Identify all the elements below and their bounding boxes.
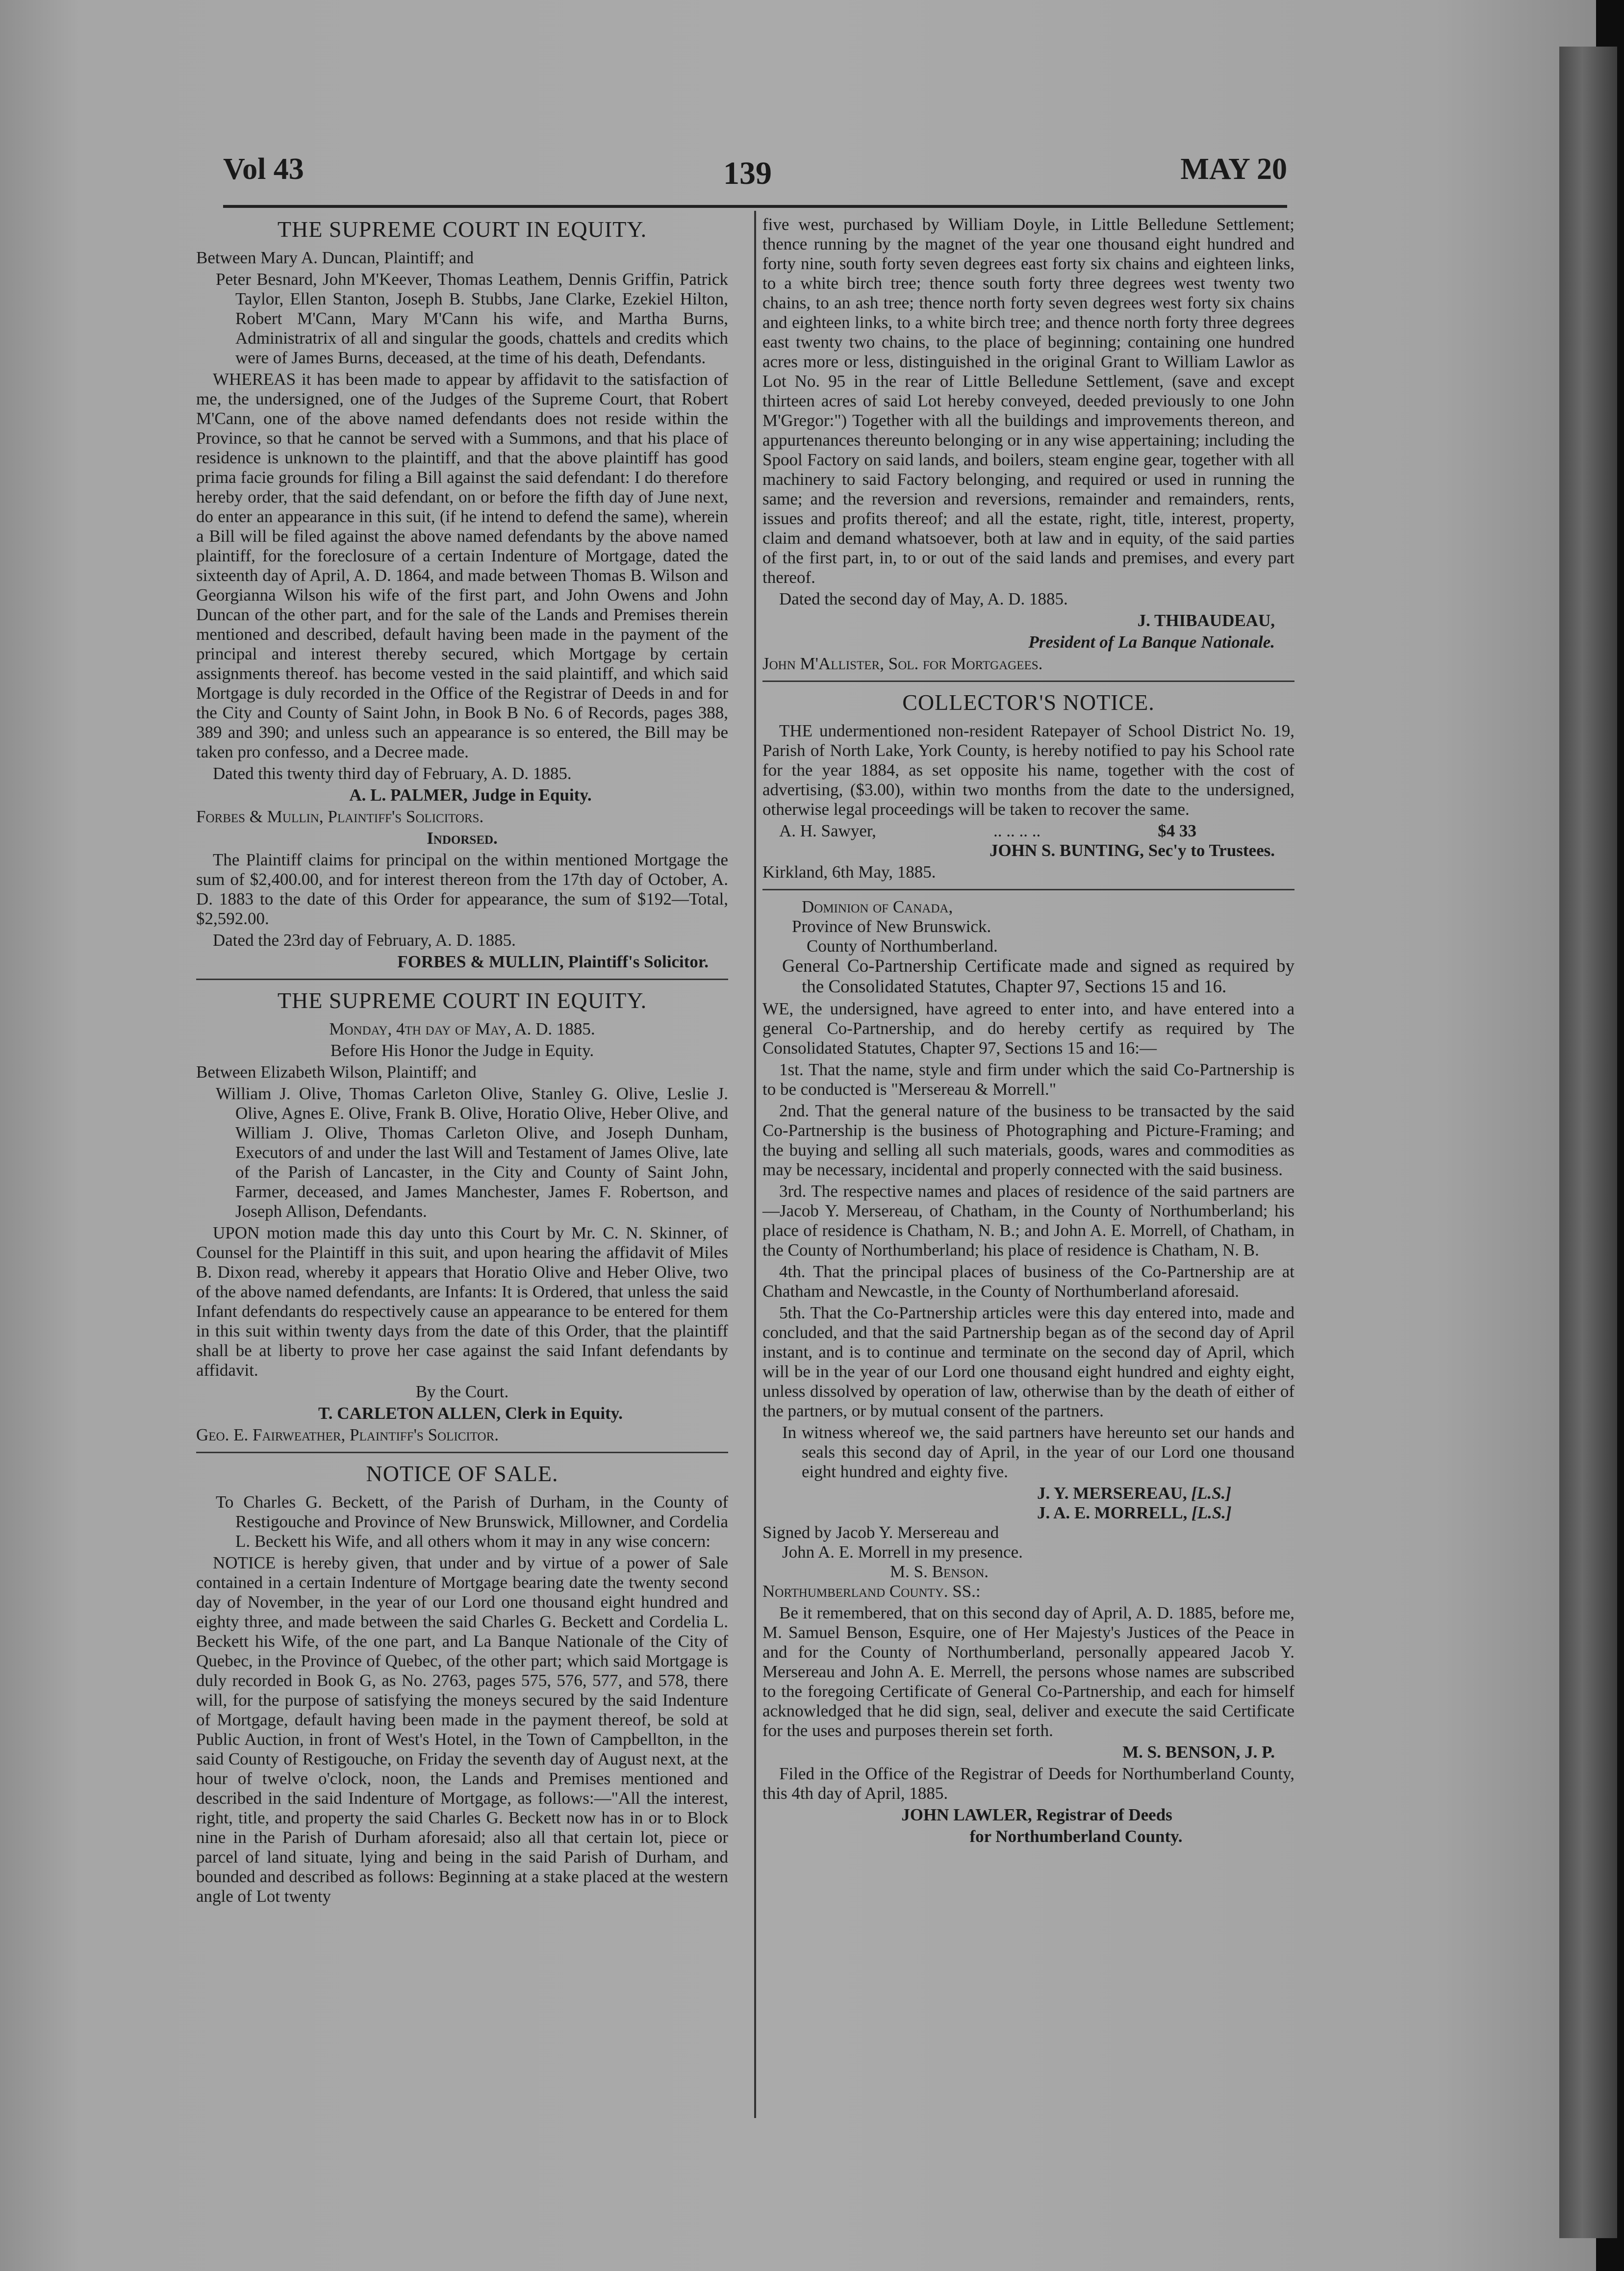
indorsed-signature: FORBES & MULLIN, Plaintiff's Solicitor.: [397, 952, 709, 971]
co-partnership-certificate: [762, 897, 1294, 1846]
president-signature: J. THIBAUDEAU,: [1137, 611, 1275, 630]
registrar-signature: JOHN LAWLER, Registrar of Deeds: [901, 1805, 1172, 1824]
left-column: [196, 215, 728, 1908]
notice-title: COLLECTOR'S NOTICE.: [902, 690, 1155, 715]
clause-1: 1st. That the name, style and firm under which the said Co-Partnership is to be conducted is "Mersereau & Morrell.": [762, 1060, 1294, 1099]
filed-line: Filed in the Office of the Registrar of Deeds for Northumberland County, this 4th day of April, 1885.: [762, 1764, 1294, 1803]
venue-block: [762, 897, 1294, 956]
collectors-notice: [762, 689, 1294, 882]
notice-supreme-court-duncan: [196, 216, 728, 972]
solicitor-line: Geo. E. Fairweather, Plaintiff's Solicitor.: [196, 1425, 499, 1444]
notice-body-continued: five west, purchased by William Doyle, in Little Belledune Settlement; thence running by the magnet of the year one thousand eight hundred and forty nine, south forty seven degrees east forty six chains and eighteen links, to a white birch tree; thence south forty three degrees west twenty two chains, to an ash tree; thence north forty seven degrees west forty six chains and eighteen links, to a white birch tree; and thence north forty three degrees east twenty two chains, to the place of beginning; containing one hundred acres more or less, distinguished in the original Grant to William Lawlor as Lot No. 95 in the rear of Little Belledune Settlement, (save and except thirteen acres of said Lot hereby conveyed, deeded previously to one John M'Gregor:") Together with all the buildings and improvements thereon, and appurtenances thereunto belonging or in any wise appertaining; including the Spool Factory on said lands, and boilers, steam engine gear, together with all machinery to said Factory belonging, and required or used in running the same; and the reversion and reversions, remainder and remainders, rents, issues and profits thereof; and all the estate, right, title, interest, property, claim and demand whatsoever, both at law and in equity, of the said parties of the first part, in, to or out of the said lands and premises, and every part thereof.: [762, 215, 1294, 587]
leader-dots: .. .. .. ..: [993, 821, 1041, 840]
section-rule: [196, 1452, 728, 1453]
parties-defendants: William J. Olive, Thomas Carleton Olive, Stanley G. Olive, Leslie J. Olive, Agnes E. Olive, Frank B. Olive, Horatio Olive, Heber Olive, and William J. Olive, Thomas Carleton Olive, and Joseph Dunham, Executors of and under the last Will and Testament of James Olive, late of the Parish of Lancaster, in the City and County of Saint John, Farmer, deceased, and James Manchester, James F. Robertson, and Joseph Allison, Defendants.: [216, 1084, 728, 1221]
page-number: 139: [723, 155, 772, 191]
county-venue: Northumberland County. SS.:: [762, 1582, 981, 1601]
dated-line: Dated the second day of May, A. D. 1885.: [779, 589, 1068, 608]
section-rule: [762, 889, 1294, 890]
page-edge-shadow: [1559, 47, 1617, 2238]
solicitors-line: Forbes & Mullin, Plaintiff's Solicitors.: [196, 807, 484, 826]
secretary-signature: JOHN S. BUNTING, Sec'y to Trustees.: [989, 841, 1275, 860]
notice-title: NOTICE OF SALE.: [366, 1461, 558, 1486]
notice-body: THE undermentioned non-resident Ratepayer of School District No. 19, Parish of North Lake, York County, is hereby notified to pay his School rate for the year 1884, as set opposite his name, together with the cost of advertising, ($3.00), within two months from the date to the undersigned, otherwise legal proceedings will be taken to recover the same.: [762, 721, 1294, 819]
parties-plaintiff: Between Mary A. Duncan, Plaintiff; and: [196, 248, 474, 267]
registrar-title: for Northumberland County.: [969, 1827, 1183, 1846]
notice-body: WHEREAS it has been made to appear by affidavit to the satisfaction of me, the undersigned, one of the Judges of the Supreme Court, that Robert M'Cann, one of the above named defendants does not reside within the Province, so that he cannot be served with a Summons, and that his place of residence is unknown to the plaintiff, and that the above plaintiff has good prima facie grounds for filing a Bill against the said defendant: I do therefore hereby order, that the said defendant, on or before the fifth day of June next, do enter an appearance in this suit, (if he intend to defend the same), wherein a Bill will be filed against the above named defendants by the above named plaintiff, for the foreclosure of a certain Indenture of Mortgage, dated the sixteenth day of April, A. D. 1864, and made between Thomas B. Wilson and Georgianna Wilson his wife of the first part, and John Owens and John Duncan of the other part, and for the sale of the Lands and Premises therein mentioned and described, default having been made in the payment of the principal and interest thereby secured, which Mortgage by certain assignments thereof. has become vested in the said plaintiff, and which said Mortgage is duly recorded in the Office of the Registrar of Deeds in and for the City and County of Saint John, in Book B No. 6 of Records, pages 388, 389 and 390; and unless such an appearance is so entered, the Bill may be taken pro confesso, and a Decree made.: [196, 370, 728, 761]
seal-mark: [L.S.]: [1192, 1503, 1232, 1522]
by-court: By the Court.: [415, 1382, 509, 1401]
ratepayer-name: A. H. Sawyer,: [779, 821, 876, 840]
certificate-intro: WE, the undersigned, have agreed to enter into, and have entered into a general Co-Partnership, and do hereby certify as required by The Consolidated Statutes, Chapter 97, Sections 15 and 16:—: [762, 999, 1294, 1058]
signed-line: Signed by Jacob Y. Mersereau and: [762, 1523, 999, 1542]
clause-3: 3rd. The respective names and places of residence of the said partners are—Jacob Y. Mersereau, of Chatham, in the County of Northumberland; his place of residence is Chatham, N. B.; and John A. E. Morrell, of Chatham, in the County of Northumberland; his place of residence is Chatham, N. B.: [762, 1182, 1294, 1260]
certificate-heading: General Co-Partnership Certificate made and signed as required by the Consolidated Statutes, Chapter 97, Sections 15 and 16.: [782, 956, 1294, 997]
notice-body: UPON motion made this day unto this Court by Mr. C. N. Skinner, of Counsel for the Plaintiff in this suit, and upon hearing the affidavit of Miles B. Dixon read, whereby it appears that Horatio Olive and Heber Olive, two of the above named defendants, are Infants: It is Ordered, that unless the said Infant defendants do respectively cause an appearance to be entered for them in this suit within twenty days from the date of this Order, that the plaintiff shall be at liberty to prove her case against the said Infant defendants by affidavit.: [196, 1223, 728, 1380]
partner-signature: J. A. E. MORRELL,: [1037, 1503, 1188, 1522]
judge-signature: A. L. PALMER, Judge in Equity.: [349, 785, 592, 805]
notice-supreme-court-wilson: [196, 987, 728, 1445]
president-title: President of La Banque Nationale.: [1028, 632, 1275, 652]
before-line: Before His Honor the Judge in Equity.: [330, 1041, 594, 1060]
mortgagee-solicitor: John M'Allister, Sol. for Mortgagees.: [762, 654, 1043, 673]
clause-5: 5th. That the Co-Partnership articles were this day entered into, made and concluded, and that the said Partnership began as of the second day of April instant, and is to continue and terminate on the second day of April, which will be in the year of our Lord one thousand eight hundred and eighty eight, unless dissolved by operation of law, otherwise than by the death of either of the partners, or by mutual consent of the partners.: [762, 1303, 1294, 1420]
issue-date: MAY 20: [1180, 152, 1287, 186]
venue-dominion: Dominion of Canada,: [802, 897, 953, 916]
indorsed-dated: Dated the 23rd day of February, A. D. 1885.: [213, 931, 516, 950]
page-header: [223, 147, 1287, 201]
dated-line: Dated this twenty third day of February, A. D. 1885.: [213, 764, 572, 783]
indorsed-body: The Plaintiff claims for principal on the within mentioned Mortgage the sum of $2,400.00, and for interest thereon from the 17th day of October, A. D. 1883 to the date of this Order for appearance, the sum of $192—Total, $2,592.00.: [196, 850, 728, 928]
venue-county: County of Northumberland.: [807, 936, 998, 956]
notice-title: THE SUPREME COURT IN EQUITY.: [277, 988, 647, 1013]
witness-name: M. S. Benson.: [890, 1562, 989, 1581]
court-date: Monday, 4th day of May, A. D. 1885.: [329, 1019, 595, 1038]
notice-body: NOTICE is hereby given, that under and by virtue of a power of Sale contained in a certain Indenture of Mortgage bearing date the twenty second day of November, in the year of our Lord one thousand eight hundred and eighty three, and made between the said Charles G. Beckett and Cordelia L. Beckett his Wife, of the one part, and La Banque Nationale of the City of Quebec, in the Province of Quebec, of the other part; which said Mortgage is duly recorded in Book G, as No. 2763, pages 575, 576, 577, and 578, there will, for the purpose of satisfying the moneys secured by the said Indenture of Mortgage, default having been made in the payment thereof, be sold at Public Auction, in front of West's Hotel, in the Town of Campbellton, in the said County of Restigouche, on Friday the seventh day of August next, at the hour of twelve o'clock, noon, the Lands and Premises mentioned and described in the said Indenture of Mortgage, as follows:—"All the interest, right, title, and property the said Charles G. Beckett now has in or to Block nine in the Parish of Durham aforesaid; also all that certain lot, piece or parcel of land situate, lying and being in the said Parish of Durham, and bounded and described as follows: Beginning at a stake placed at the western angle of Lot twenty: [196, 1553, 728, 1906]
parties-plaintiff: Between Elizabeth Wilson, Plaintiff; and: [196, 1062, 477, 1082]
parties-defendants: Peter Besnard, John M'Keever, Thomas Leathem, Dennis Griffin, Patrick Taylor, Ellen Stanton, Joseph B. Stubbs, Jane Clarke, Ezekiel Hilton, Robert M'Cann, Mary M'Cann his wife, and Martha Burns, Administratrix of all and singular the goods, chattels and credits which were of James Burns, deceased, at the time of his death, Defendants.: [216, 270, 728, 367]
partner-signature: J. Y. MERSEREAU,: [1037, 1484, 1187, 1503]
witness-block: [762, 1523, 1294, 1582]
partner-signatures: [762, 1484, 1294, 1523]
signed-line: John A. E. Morrell in my presence.: [782, 1542, 1023, 1562]
jp-signature: M. S. BENSON, J. P.: [1122, 1742, 1275, 1762]
notice-of-sale-continued: [762, 215, 1294, 674]
clause-2: 2nd. That the general nature of the business to be transacted by the said Co-Partnership is the business of Photographing and Picture-Framing; and the buying and selling all such materials, goods, wares and commodities as may be necessary, incidental and properly connected with the said business.: [762, 1101, 1294, 1179]
volume-number: Vol 43: [223, 152, 304, 186]
notice-title: THE SUPREME COURT IN EQUITY.: [277, 217, 647, 242]
amount-due: $4 33: [1158, 821, 1196, 840]
column-divider: [754, 211, 756, 2118]
indorsed-title: Indorsed.: [427, 829, 498, 848]
section-rule: [762, 681, 1294, 682]
clause-4: 4th. That the principal places of business of the Co-Partnership are at Chatham and Newcastle, in the County of Northumberland aforesaid.: [762, 1262, 1294, 1301]
notice-of-sale: [196, 1460, 728, 1906]
addressee: To Charles G. Beckett, of the Parish of Durham, in the County of Restigouche and Province of New Brunswick, Millowner, and Cordelia L. Beckett his Wife, and all others whom it may in any wise concern:: [216, 1492, 728, 1551]
right-column: [762, 215, 1294, 1848]
witness-clause: In witness whereof we, the said partners have hereunto set our hands and seals this second day of April, in the year of our Lord one thousand eight hundred and eighty five.: [782, 1423, 1294, 1481]
seal-mark: [L.S.]: [1191, 1484, 1232, 1503]
place-date: Kirkland, 6th May, 1885.: [762, 862, 936, 882]
acknowledgement: Be it remembered, that on this second day of April, A. D. 1885, before me, M. Samuel Benson, Esquire, one of Her Majesty's Justices of the Peace in and for the County of Northumberland, personally appeared Jacob Y. Mersereau and John A. E. Merrell, the persons whose names are subscribed to the foregoing Certificate of General Co-Partnership, and each for himself acknowledged that he did sign, seal, deliver and execute the said Certificate for the uses and purposes therein set forth.: [762, 1603, 1294, 1740]
header-rule: [223, 205, 1287, 208]
venue-province: Province of New Brunswick.: [792, 917, 991, 936]
ratepayer-row: [762, 821, 1294, 841]
section-rule: [196, 979, 728, 980]
clerk-signature: T. CARLETON ALLEN, Clerk in Equity.: [318, 1404, 623, 1423]
